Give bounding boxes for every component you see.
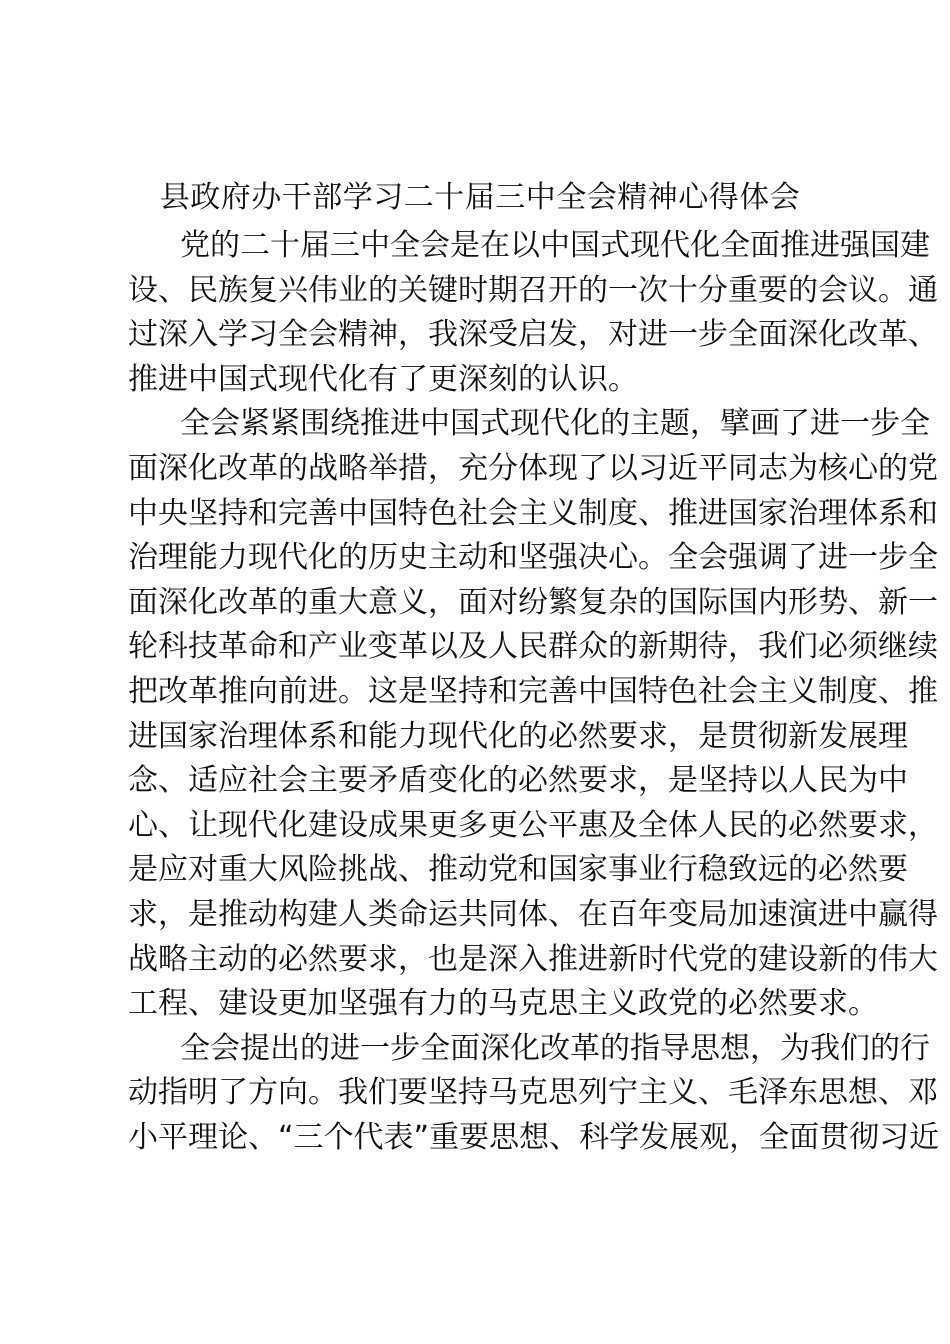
text-line: 治理能力现代化的历史主动和坚强决心。全会强调了进一步全 bbox=[128, 540, 938, 576]
text-line: 全会提出的进一步全面深化改革的指导思想，为我们的行 bbox=[180, 1030, 930, 1066]
text-line: 工程、建设更加坚强有力的马克思主义政党的必然要求。 bbox=[128, 986, 878, 1022]
document-title: 县政府办干部学习二十届三中全会精神心得体会 bbox=[159, 180, 801, 215]
text-line: 念、适应社会主要矛盾变化的必然要求，是坚持以人民为中 bbox=[128, 763, 908, 799]
text-line: 把改革推向前进。这是坚持和完善中国特色社会主义制度、推 bbox=[128, 673, 938, 709]
text-line: 轮科技革命和产业变革以及人民群众的新期待，我们必须继续 bbox=[128, 629, 938, 665]
text-line: 小平理论、“三个代表”重要思想、科学发展观，全面贯彻习近 bbox=[128, 1119, 940, 1155]
text-line: 党的二十届三中全会是在以中国式现代化全面推进强国建 bbox=[180, 228, 930, 263]
text-line: 求，是推动构建人类命运共同体、在百年变局加速演进中赢得 bbox=[128, 896, 938, 932]
text-line: 设、民族复兴伟业的关键时期召开的一次十分重要的会议。通 bbox=[128, 272, 938, 308]
paragraph-3 bbox=[128, 1027, 940, 1161]
text-line: 进国家治理体系和能力现代化的必然要求，是贯彻新发展理 bbox=[128, 718, 908, 754]
text-line: 面深化改革的战略举措，充分体现了以习近平同志为核心的党 bbox=[128, 450, 938, 486]
text-line: 心、让现代化建设成果更多更公平惠及全体人民的必然要求， bbox=[128, 807, 938, 843]
text-line: 战略主动的必然要求，也是深入推进新时代党的建设新的伟大 bbox=[128, 941, 938, 977]
text-line: 面深化改革的重大意义，面对纷繁复杂的国际国内形势、新一 bbox=[128, 584, 938, 620]
text-line: 是应对重大风险挑战、推动党和国家事业行稳致远的必然要 bbox=[128, 852, 908, 888]
text-line: 全会紧紧围绕推进中国式现代化的主题，擘画了进一步全 bbox=[180, 406, 930, 442]
text-line: 推进中国式现代化有了更深刻的认识。 bbox=[128, 361, 638, 397]
text-line: 中央坚持和完善中国特色社会主义制度、推进国家治理体系和 bbox=[128, 495, 938, 531]
paragraph-2 bbox=[128, 402, 938, 1026]
text-line: 动指明了方向。我们要坚持马克思列宁主义、毛泽东思想、邓 bbox=[128, 1075, 938, 1111]
document-body bbox=[128, 224, 940, 1160]
text-line: 过深入学习全会精神，我深受启发，对进一步全面深化改革、 bbox=[128, 317, 938, 353]
paragraph-1 bbox=[128, 224, 938, 402]
